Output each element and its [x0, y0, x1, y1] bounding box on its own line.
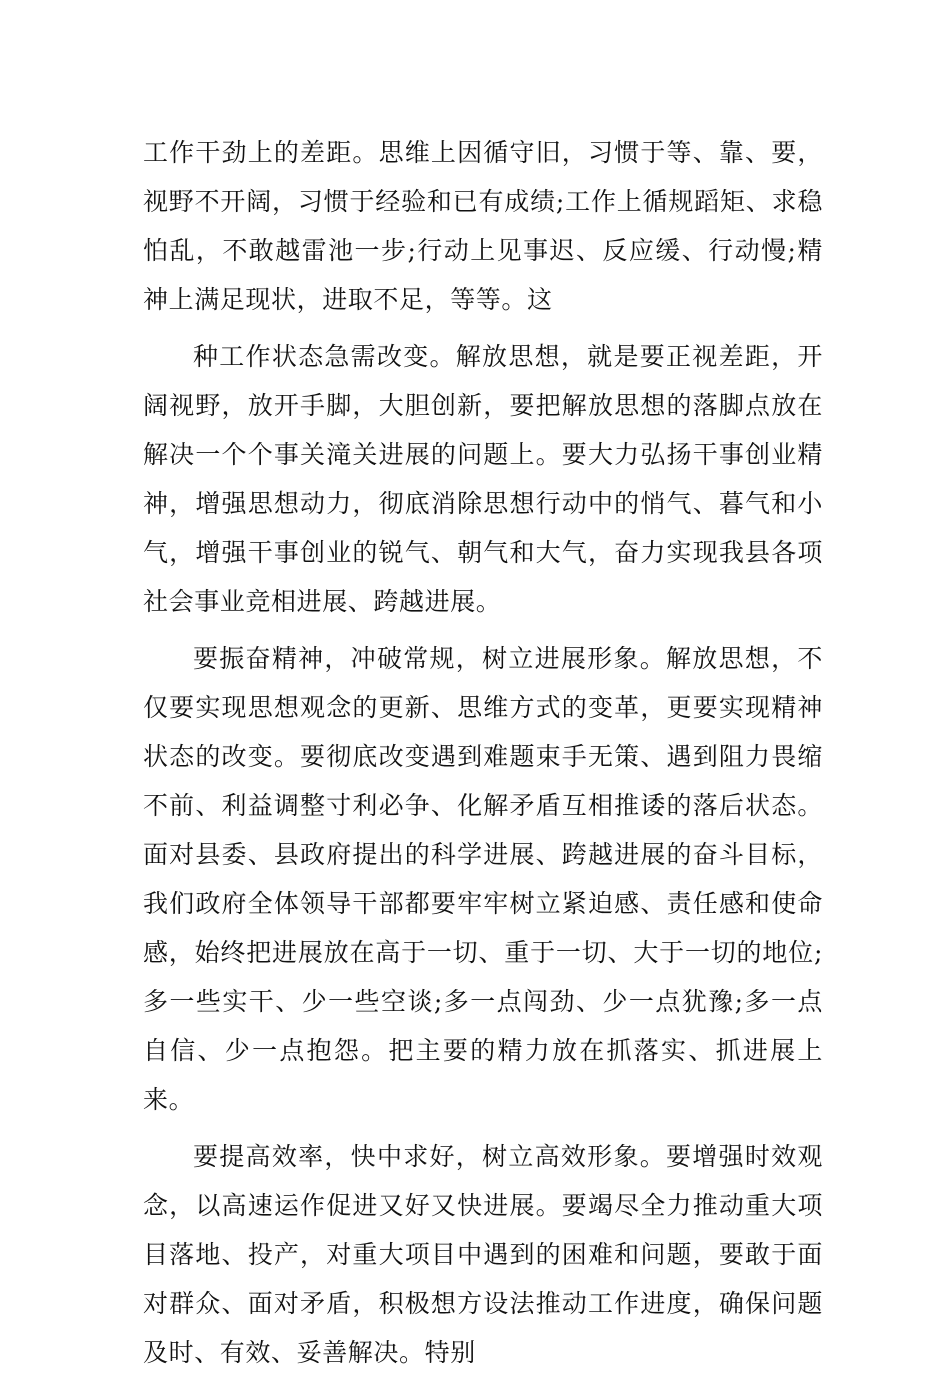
paragraph-3: 要振奋精神，冲破常规，树立进展形象。解放思想，不仅要实现思想观念的更新、思维方式的变革，更要实现精神状态的改变。要彻底改变遇到难题束手无策、遇到阻力畏缩不前、利益调整寸利必争、化解矛盾互相推诿的落后状态。面对县委、县政府提出的科学进展、跨越进展的奋斗目标，我们政府全体领导干部都要牢牢树立紧迫感、责任感和使命感，始终把进展放在高于一切、重于一切、大于一切的地位;多一些实干、少一些空谈;多一点闯劲、少一点犹豫;多一点自信、少一点抱怨。把主要的精力放在抓落实、抓进展上来。 — [143, 644, 823, 1114]
paragraph-2: 种工作状态急需改变。解放思想，就是要正视差距，开阔视野，放开手脚，大胆创新，要把解放思想的落脚点放在解决一个个事关滝关进展的问题上。要大力弘扬干事创业精神，增强思想动力，彻底消除思想行动中的悄气、暮气和小气，增强干事创业的锐气、朝气和大气，奋力实现我县各项社会事业竞相进展、跨越进展。 — [143, 342, 823, 616]
paragraph-1: 工作干劲上的差距。思维上因循守旧，习惯于等、靠、要，视野不开阔，习惯于经验和已有成绩;工作上循规蹈矩、求稳怕乱，不敢越雷池一步;行动上见事迟、反应缓、行动慢;精神上满足现状，进取不足，等等。这 — [143, 138, 823, 314]
document-body — [143, 128, 823, 1377]
paragraph-4: 要提高效率，快中求好，树立高效形象。要增强时效观念，以高速运作促进又好又快进展。要竭尽全力推动重大项目落地、投产，对重大项目中遇到的困难和问题，要敢于面对群众、面对矛盾，积极想方设法推动工作进度，确保问题及时、有效、妥善解决。特别 — [143, 1142, 823, 1367]
